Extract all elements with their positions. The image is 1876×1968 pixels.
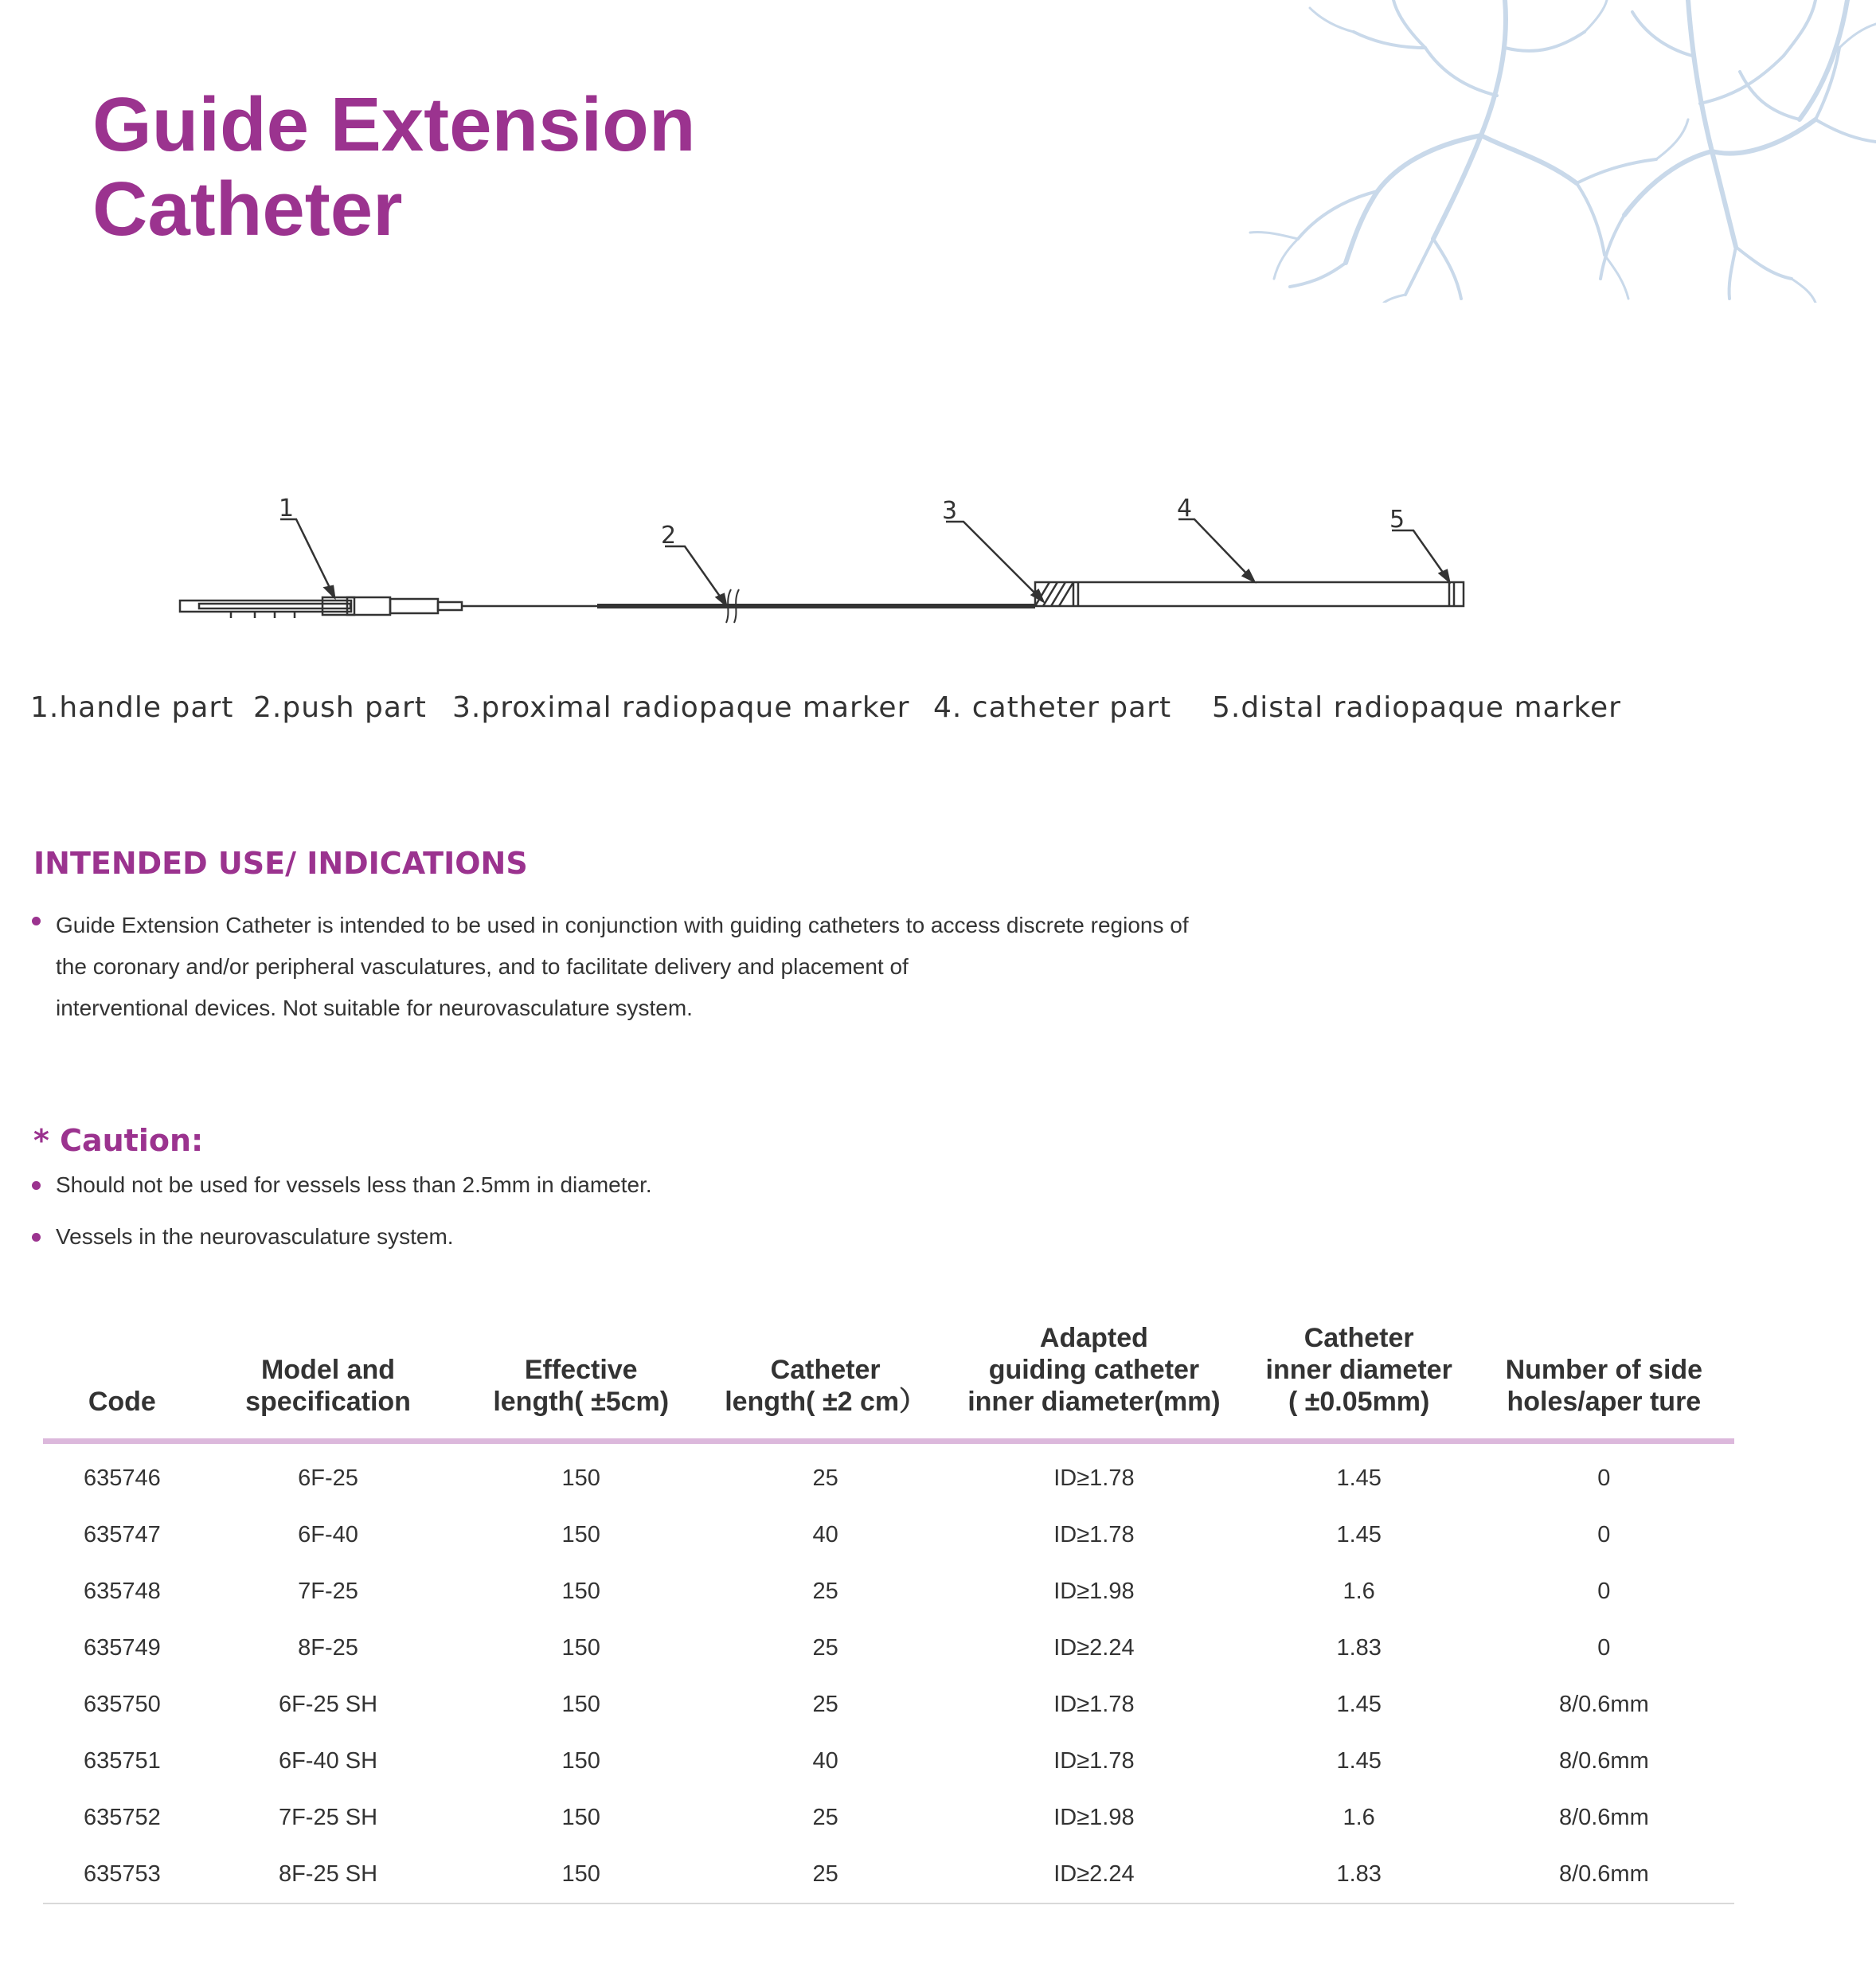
cell-effective-length: 150 xyxy=(561,1635,600,1661)
intended-use-heading: INTENDED USE/ INDICATIONS xyxy=(33,846,528,881)
header-model-line-2: specification xyxy=(245,1387,411,1417)
cell-catheter-length: 40 xyxy=(812,1522,838,1547)
callout-1: 1 xyxy=(279,495,295,522)
cell-effective-length: 150 xyxy=(561,1522,600,1547)
legend-item-handle-part: 1.handle part xyxy=(30,691,234,724)
header-side-holes xyxy=(1474,1322,1734,1442)
cell-model: 6F-40 SH xyxy=(278,1748,378,1774)
cell-code: 635752 xyxy=(83,1805,161,1830)
cell-effective-length: 150 xyxy=(561,1692,600,1717)
cell-side-holes: 0 xyxy=(1597,1522,1611,1547)
header-model-line-1: Model and xyxy=(260,1355,396,1385)
intended-use-line-1: Guide Extension Catheter is intended to be used in conjunction with guiding catheters to access discrete regions of xyxy=(56,913,1189,937)
cell-model: 6F-40 xyxy=(298,1522,358,1547)
cell-adapted-id: ID≥1.78 xyxy=(1053,1465,1135,1491)
cell-model: 6F-25 SH xyxy=(278,1692,378,1717)
callout-leaders xyxy=(280,519,1449,605)
header-side-holes-line-1: Number of side xyxy=(1505,1355,1703,1385)
table-row xyxy=(43,1790,1734,1846)
caution-item-2: Vessels in the neurovasculature system. xyxy=(32,1221,652,1253)
cell-catheter-length: 40 xyxy=(812,1748,838,1774)
cell-side-holes: 0 xyxy=(1597,1635,1611,1661)
caution-item-1: Should not be used for vessels less than 2.5mm in diameter. xyxy=(32,1169,652,1201)
cell-effective-length: 150 xyxy=(561,1465,600,1491)
cell-side-holes: 8/0.6mm xyxy=(1558,1748,1649,1774)
table-header-row xyxy=(43,1322,1734,1442)
cell-catheter-id: 1.45 xyxy=(1336,1522,1382,1547)
cell-code: 635747 xyxy=(83,1522,161,1547)
legend-item-push-part: 2.push part xyxy=(253,691,427,724)
cell-catheter-length: 25 xyxy=(812,1579,838,1604)
cell-catheter-id: 1.83 xyxy=(1245,1846,1474,1903)
header-adapted-id-line-3: inner diameter(mm) xyxy=(967,1387,1221,1417)
header-effective-length xyxy=(455,1322,707,1442)
intended-use-list xyxy=(32,905,1189,1029)
cell-side-holes: 8/0.6mm xyxy=(1558,1692,1649,1717)
cell-effective-length: 150 xyxy=(455,1846,707,1903)
cell-catheter-length: 25 xyxy=(812,1635,838,1661)
header-catheter-id-line-3: ( ±0.05mm) xyxy=(1288,1387,1430,1417)
caution-heading: * Caution: xyxy=(33,1123,204,1158)
cell-side-holes: 0 xyxy=(1597,1465,1611,1491)
cell-code: 635746 xyxy=(83,1465,161,1491)
cell-adapted-id: ID≥1.78 xyxy=(1053,1692,1135,1717)
header-code-text: Code xyxy=(88,1387,156,1417)
header-code xyxy=(43,1322,201,1442)
header-catheter-length-line-1: Catheter xyxy=(770,1355,881,1385)
table-row xyxy=(43,1733,1734,1790)
caution-list xyxy=(32,1169,652,1253)
catheter-part-drawing xyxy=(1035,582,1464,606)
table-row xyxy=(43,1563,1734,1620)
cell-side-holes: 0 xyxy=(1597,1579,1611,1604)
header-effective-length-line-1: Effective xyxy=(524,1355,638,1385)
cell-code: 635753 xyxy=(43,1846,201,1903)
header-model xyxy=(201,1322,455,1442)
callout-5: 5 xyxy=(1389,506,1405,534)
callout-3: 3 xyxy=(942,497,958,525)
push-part-drawing xyxy=(462,589,1035,623)
cell-adapted-id: ID≥2.24 xyxy=(944,1846,1244,1903)
cell-effective-length: 150 xyxy=(561,1748,600,1774)
intended-use-item xyxy=(32,905,1189,1029)
cell-adapted-id: ID≥1.98 xyxy=(1053,1579,1135,1604)
header-catheter-length xyxy=(707,1322,944,1442)
header-adapted-id xyxy=(944,1322,1244,1442)
table-row xyxy=(43,1620,1734,1677)
legend-item-proximal-marker: 3.proximal radiopaque marker xyxy=(452,691,910,724)
cell-code: 635751 xyxy=(83,1748,161,1774)
header-catheter-id xyxy=(1245,1322,1474,1442)
table-row xyxy=(43,1442,1734,1508)
handle-part-drawing xyxy=(180,597,462,618)
header-effective-length-line-2: length( ±5cm) xyxy=(493,1387,670,1417)
legend-item-catheter-part: 4. catheter part xyxy=(933,691,1172,724)
cell-catheter-id: 1.6 xyxy=(1343,1805,1375,1830)
vascular-branches-decoration xyxy=(1242,0,1876,303)
cell-catheter-length: 25 xyxy=(812,1692,838,1717)
cell-code: 635750 xyxy=(83,1692,161,1717)
cell-catheter-length: 25 xyxy=(812,1465,838,1491)
cell-side-holes: 8/0.6mm xyxy=(1474,1846,1734,1903)
cell-model: 6F-25 xyxy=(298,1465,358,1491)
table-row xyxy=(43,1677,1734,1733)
diagram-legend xyxy=(0,691,1672,731)
cell-model: 7F-25 xyxy=(298,1579,358,1604)
cell-adapted-id: ID≥1.98 xyxy=(1053,1805,1135,1830)
intended-use-line-3: interventional devices. Not suitable for neurovasculature system. xyxy=(56,996,693,1020)
cell-adapted-id: ID≥1.78 xyxy=(1053,1522,1135,1547)
page-title-line-1: Guide Extension xyxy=(92,82,696,167)
table-row xyxy=(43,1507,1734,1563)
cell-catheter-id: 1.45 xyxy=(1336,1748,1382,1774)
cell-adapted-id: ID≥1.78 xyxy=(1053,1748,1135,1774)
cell-catheter-id: 1.6 xyxy=(1343,1579,1375,1604)
specification-table xyxy=(43,1322,1734,1904)
cell-catheter-id: 1.45 xyxy=(1336,1465,1382,1491)
legend-item-distal-marker: 5.distal radiopaque marker xyxy=(1212,691,1621,724)
table-row xyxy=(43,1846,1734,1903)
header-adapted-id-line-2: guiding catheter xyxy=(988,1355,1200,1385)
header-catheter-id-line-2: inner diameter xyxy=(1265,1355,1452,1385)
header-adapted-id-line-1: Adapted xyxy=(1039,1323,1148,1353)
cell-catheter-length: 25 xyxy=(707,1846,944,1903)
header-catheter-id-line-1: Catheter xyxy=(1303,1323,1414,1353)
cell-catheter-length: 25 xyxy=(812,1805,838,1830)
callout-4: 4 xyxy=(1177,495,1193,522)
page-title-line-2: Catheter xyxy=(92,166,403,252)
cell-adapted-id: ID≥2.24 xyxy=(1053,1635,1135,1661)
cell-code: 635749 xyxy=(83,1635,161,1661)
cell-catheter-id: 1.83 xyxy=(1336,1635,1382,1661)
cell-model: 8F-25 SH xyxy=(201,1846,455,1903)
cell-model: 7F-25 SH xyxy=(278,1805,378,1830)
cell-catheter-id: 1.45 xyxy=(1336,1692,1382,1717)
cell-effective-length: 150 xyxy=(561,1579,600,1604)
header-side-holes-line-2: holes/aper ture xyxy=(1507,1387,1702,1417)
page-title xyxy=(92,83,695,252)
catheter-diagram xyxy=(0,478,1513,661)
cell-side-holes: 8/0.6mm xyxy=(1558,1805,1649,1830)
cell-effective-length: 150 xyxy=(561,1805,600,1830)
header-catheter-length-line-2: length( ±2 cm） xyxy=(725,1387,927,1417)
cell-model: 8F-25 xyxy=(298,1635,358,1661)
intended-use-line-2: the coronary and/or peripheral vasculatures, and to facilitate delivery and placement of xyxy=(56,954,909,979)
cell-code: 635748 xyxy=(83,1579,161,1604)
callout-2: 2 xyxy=(661,522,677,550)
